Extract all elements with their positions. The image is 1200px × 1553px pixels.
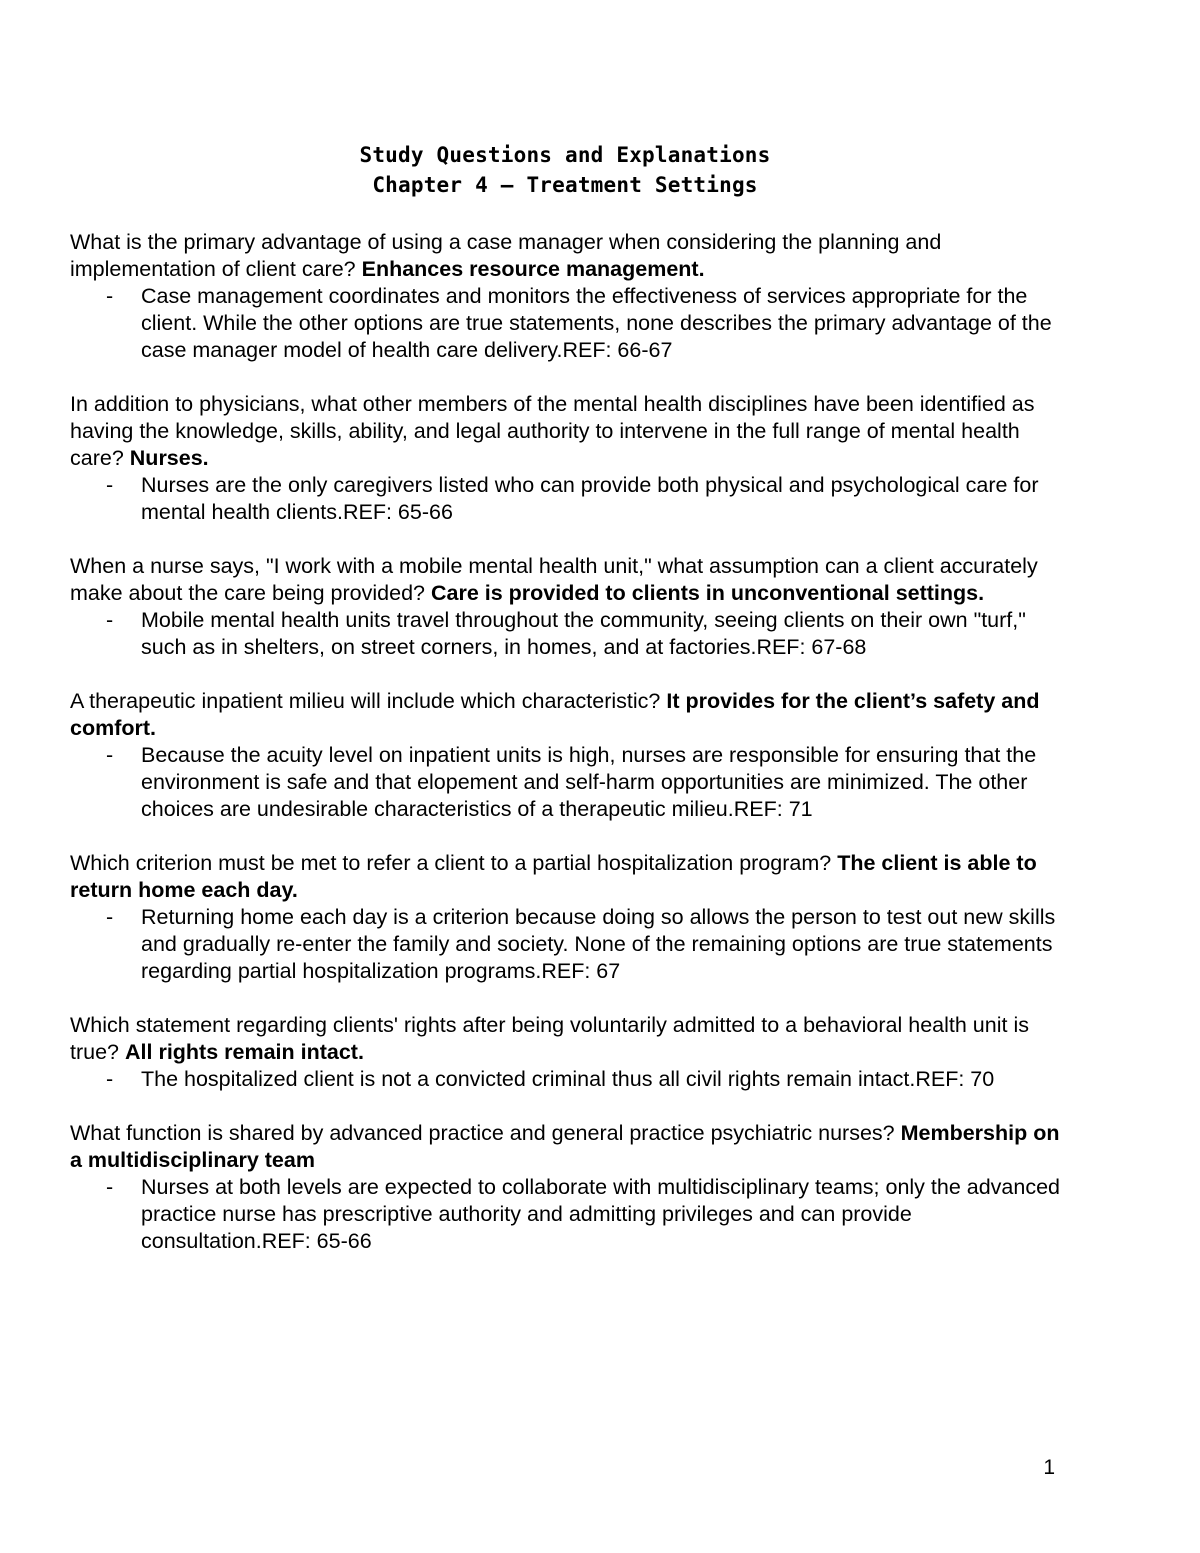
- question-prompt: A therapeutic inpatient milieu will include which characteristic?: [70, 689, 661, 713]
- bullet-dash: -: [106, 743, 114, 767]
- question-text: [70, 553, 1070, 607]
- question-item: [70, 850, 1070, 985]
- answer-text: Nurses.: [129, 446, 209, 470]
- question-prompt: What is the primary advantage of using a case manager when considering the planning and implementation of client care?: [70, 230, 942, 281]
- explanation-text: Case management coordinates and monitors the effectiveness of services appropriate for the client. While the other options are true statements, none describes the primary advantage of the case manager model of health care delivery.REF: 66-67: [141, 284, 1052, 362]
- answer-text: Enhances resource management.: [361, 257, 705, 281]
- bullet-dash: -: [106, 284, 114, 308]
- question-item: [70, 1120, 1070, 1255]
- question-text: [70, 850, 1070, 904]
- bullet-dash: -: [106, 608, 114, 632]
- question-item: [70, 229, 1070, 364]
- answer-text: It provides for the client’s safety and comfort.: [70, 689, 1040, 740]
- answer-text: Care is provided to clients in unconventional settings.: [430, 581, 985, 605]
- question-item: [70, 391, 1070, 526]
- bullet-dash: -: [106, 905, 114, 929]
- question-prompt: When a nurse says, "I work with a mobile mental health unit," what assumption can a client accurately make about the care being provided?: [70, 554, 1038, 605]
- explanation: [70, 904, 1070, 985]
- page-number: 1: [1043, 1456, 1055, 1479]
- question-list: [70, 229, 1070, 1282]
- question-item: [70, 1012, 1070, 1093]
- question-text: [70, 688, 1070, 742]
- explanation: [70, 742, 1070, 823]
- question-item: [70, 688, 1070, 823]
- answer-text: Membership on a multidisciplinary team: [70, 1121, 1060, 1172]
- explanation-text: Returning home each day is a criterion because doing so allows the person to test out new skills and gradually re-enter the family and society. None of the remaining options are true statements regarding partial hospitalization programs.REF: 67: [141, 905, 1056, 983]
- explanation: [70, 283, 1070, 364]
- question-text: [70, 1120, 1070, 1174]
- chapter-subtitle: Chapter 4 – Treatment Settings: [372, 173, 758, 197]
- bullet-dash: -: [106, 473, 114, 497]
- bullet-dash: -: [106, 1067, 114, 1091]
- explanation: [70, 607, 1070, 661]
- explanation-text: The hospitalized client is not a convicted criminal thus all civil rights remain intact.REF: 70: [141, 1067, 995, 1091]
- question-prompt: Which criterion must be met to refer a client to a partial hospitalization program?: [70, 851, 832, 875]
- document-title: Study Questions and Explanations: [359, 143, 771, 167]
- explanation-text: Nurses are the only caregivers listed who can provide both physical and psychological care for mental health clients.REF: 65-66: [141, 473, 1039, 524]
- explanation-text: Nurses at both levels are expected to collaborate with multidisciplinary teams; only the advanced practice nurse has prescriptive authority and admitting privileges and can provide consultation.REF: 65-66: [141, 1175, 1061, 1253]
- explanation: [70, 1066, 1070, 1093]
- question-text: [70, 391, 1070, 472]
- question-prompt: Which statement regarding clients' rights after being voluntarily admitted to a behavioral health unit is true?: [70, 1013, 1029, 1064]
- question-prompt: What function is shared by advanced practice and general practice psychiatric nurses?: [70, 1121, 895, 1145]
- explanation-text: Because the acuity level on inpatient units is high, nurses are responsible for ensuring that the environment is safe and that elopement and self-harm opportunities are minimized. The other choices are undesirable characteristics of a therapeutic milieu.REF: 71: [141, 743, 1037, 821]
- explanation: [70, 472, 1070, 526]
- explanation: [70, 1174, 1070, 1255]
- question-item: [70, 553, 1070, 661]
- explanation-text: Mobile mental health units travel throughout the community, seeing clients on their own "turf," such as in shelters, on street corners, in homes, and at factories.REF: 67-68: [141, 608, 1026, 659]
- title-block: [0, 140, 1130, 200]
- bullet-dash: -: [106, 1175, 114, 1199]
- question-text: [70, 1012, 1070, 1066]
- answer-text: All rights remain intact.: [125, 1040, 364, 1064]
- answer-text: The client is able to return home each day.: [70, 851, 1037, 902]
- question-prompt: In addition to physicians, what other members of the mental health disciplines have been identified as having the knowledge, skills, ability, and legal authority to intervene in the full range of mental health care?: [70, 392, 1035, 470]
- question-text: [70, 229, 1070, 283]
